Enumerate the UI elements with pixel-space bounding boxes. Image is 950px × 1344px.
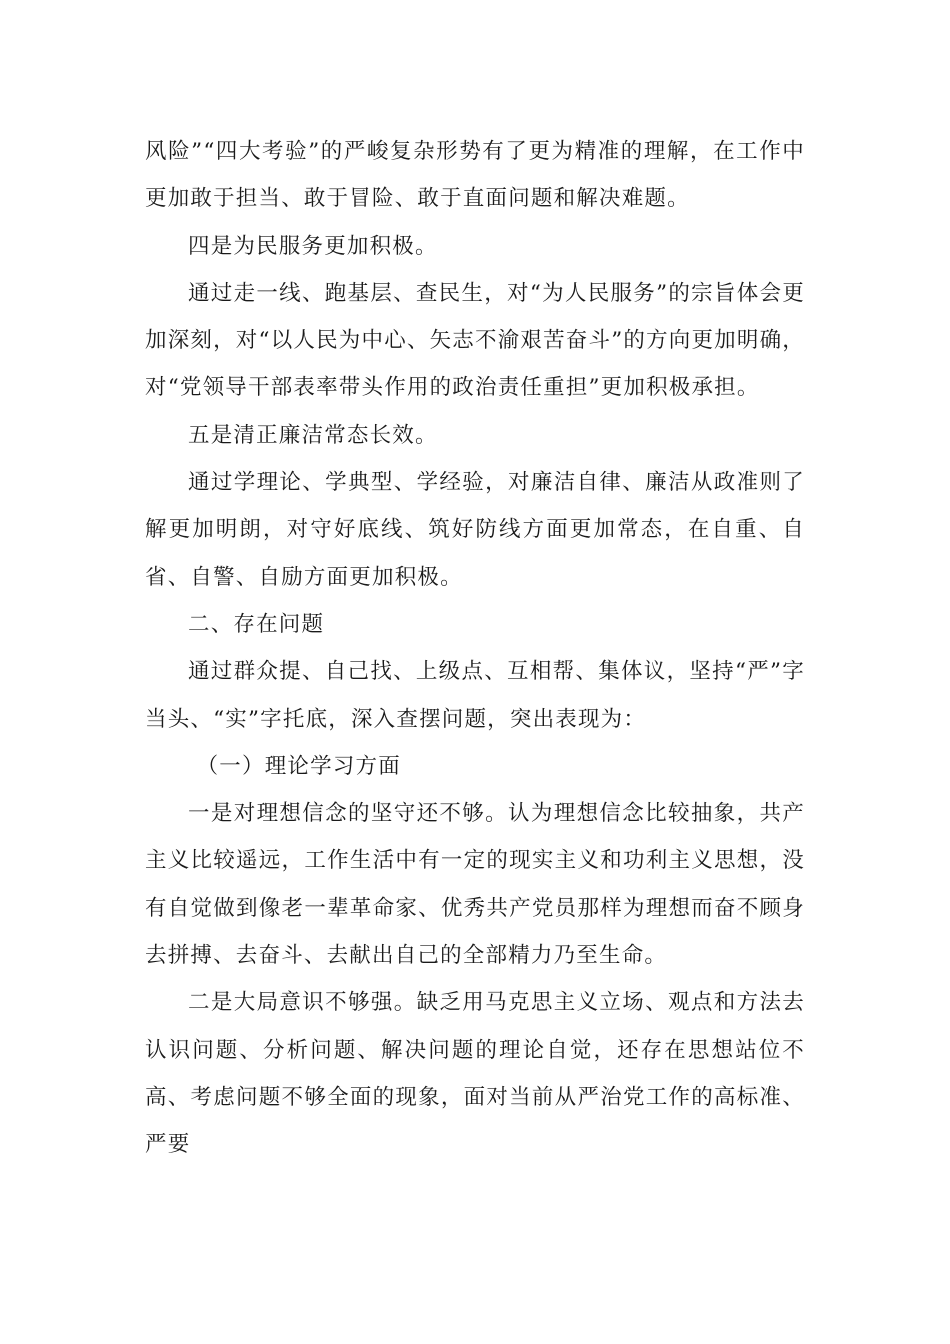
paragraph-body: 二是大局意识不够强。缺乏用马克思主义立场、观点和方法去认识问题、分析问题、解决问题的理论自觉，还存在思想站位不高、考虑问题不够全面的现象，面对当前从严治党工作的高标准、严要 bbox=[145, 990, 805, 1158]
subsection-heading: （一）理论学习方面 bbox=[196, 753, 401, 779]
paragraph-body: 一是对理想信念的坚守还不够。认为理想信念比较抽象，共产主义比较遥远，工作生活中有一定的现实主义和功利主义思想，没有自觉做到像老一辈革命家、优秀共产党员那样为理想而奋不顾身去拼搏、去奋斗、去献出自己的全部精力乃至生命。 bbox=[145, 801, 805, 969]
paragraph-heading-5: 五是清正廉洁常态长效。 bbox=[188, 422, 438, 448]
paragraph-continuation: 风险”“四大考验”的严峻复杂形势有了更为精准的理解，在工作中更加敢于担当、敢于冒险、敢于直面问题和解决难题。 bbox=[145, 139, 805, 212]
paragraph-body: 通过学理论、学典型、学经验，对廉洁自律、廉洁从政准则了解更加明朗，对守好底线、筑好防线方面更加常态，在自重、自省、自警、自励方面更加积极。 bbox=[145, 470, 805, 590]
paragraph-heading-4: 四是为民服务更加积极。 bbox=[188, 233, 438, 259]
document-body bbox=[145, 128, 805, 1169]
paragraph-body: 通过群众提、自己找、上级点、互相帮、集体议，坚持“严”字当头、“实”字托底，深入查摆问题，突出表现为： bbox=[145, 659, 805, 732]
section-heading: 二、存在问题 bbox=[188, 611, 325, 637]
paragraph-body: 通过走一线、跑基层、查民生，对“为人民服务”的宗旨体会更加深刻，对“以人民为中心、矢志不渝艰苦奋斗”的方向更加明确，对“党领导干部表率带头作用的政治责任重担”更加积极承担。 bbox=[145, 280, 805, 401]
